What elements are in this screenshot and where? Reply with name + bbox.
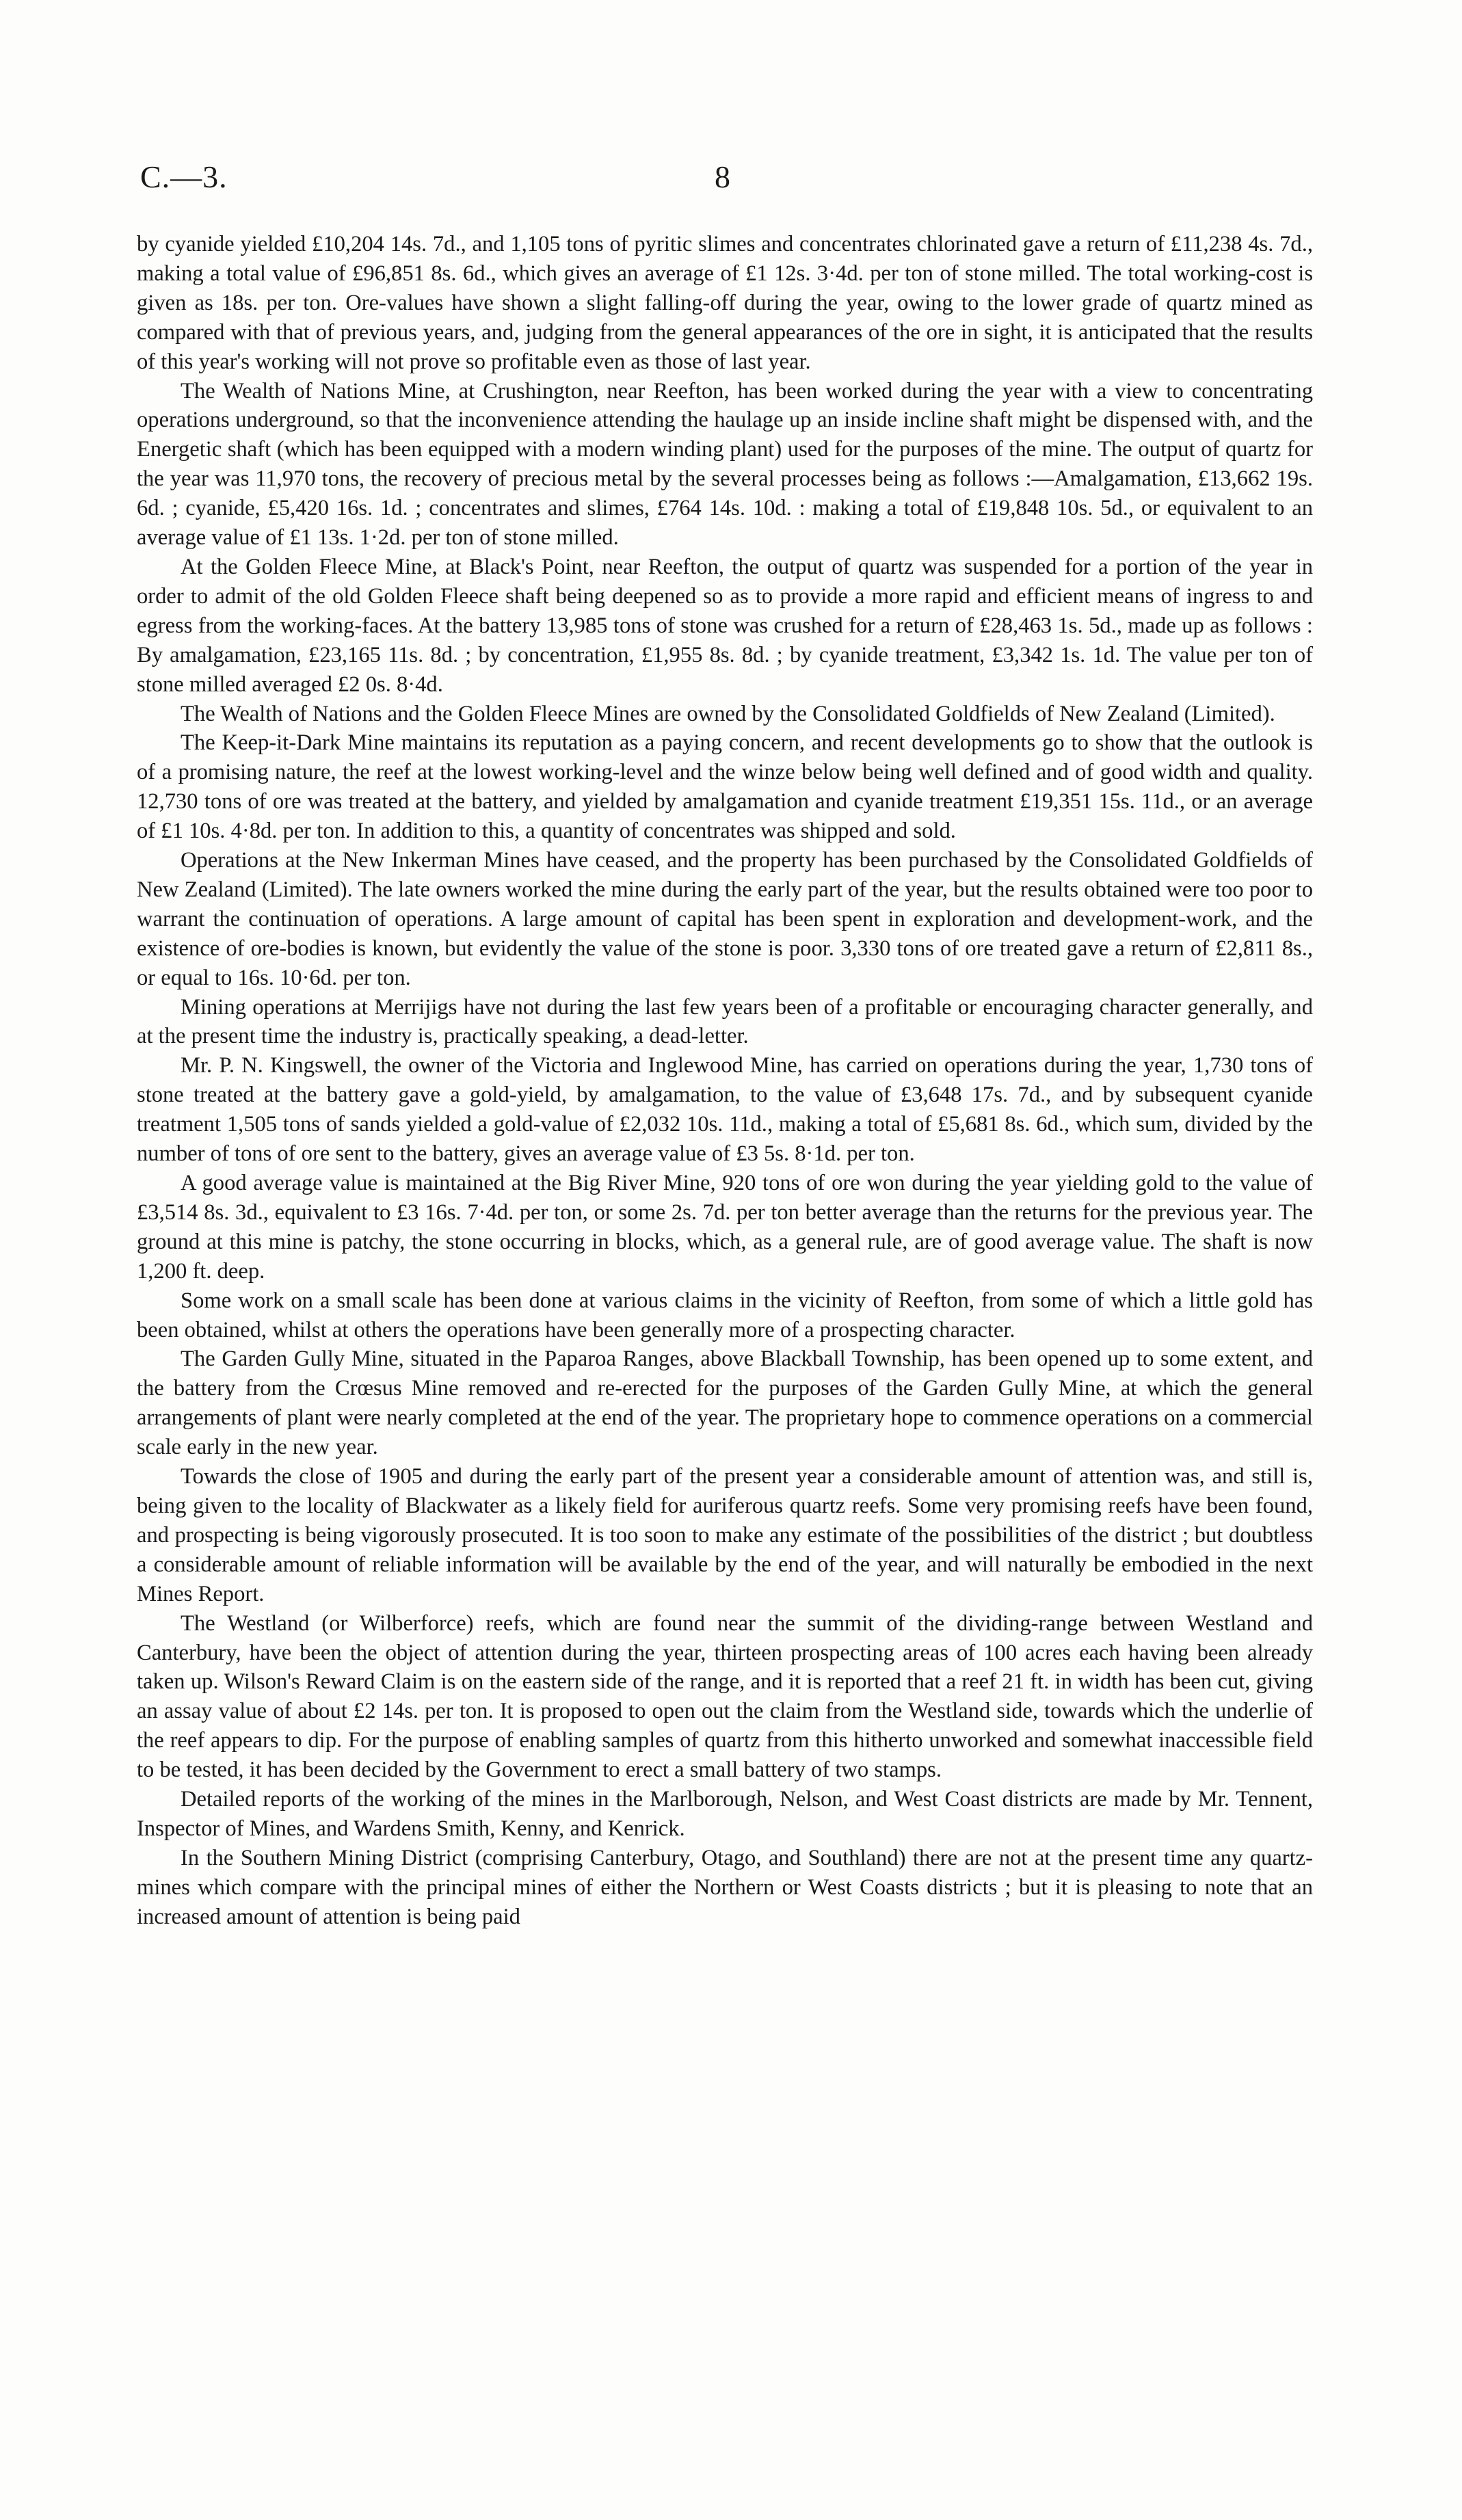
paragraph-garden-gully-mine: The Garden Gully Mine, situated in the Paparoa Ranges, above Blackball Township, has been opened up to some extent, and the battery from the Crœsus Mine removed and re-erected for the purposes of the Garden Gully Mine, at which the general arrangements of plant were nearly completed at the end of the year. The proprietary hope to commence operations on a commercial scale early in the new year.: [137, 1347, 1313, 1460]
paragraph-golden-fleece-mine: At the Golden Fleece Mine, at Black's Point, near Reefton, the output of quartz was suspended for a portion of the year in order to admit of the old Golden Fleece shaft being deepened so as to provide a more rapid and efficient means of ingress to and egress from the working-faces. At the battery 13,985 tons of stone was crushed for a return of £28,463 1s. 5d., made up as follows : By amalgamation, £23,165 11s. 8d. ; by concentration, £1,955 8s. 8d. ; by cyanide treatment, £3,342 1s. 1d. The value per ton of stone milled averaged £2 0s. 8·4d.: [137, 554, 1313, 697]
paragraph-wealth-of-nations-mine: The Wealth of Nations Mine, at Crushington, near Reefton, has been worked during the year with a view to concentrating operations underground, so that the inconvenience attending the haulage up an inside incline shaft might be dispensed with, and the Energetic shaft (which has been equipped with a modern winding plant) used for the purposes of the mine. The output of quartz for the year was 11,970 tons, the recovery of precious metal by the several processes being as follows :—Amalgamation, £13,662 19s. 6d. ; cyanide, £5,420 16s. 1d. ; concentrates and slimes, £764 14s. 10d. : making a total of £19,848 10s. 5d., or equivalent to an average value of £1 13s. 1·2d. per ton of stone milled.: [137, 378, 1313, 551]
page-number: 8: [715, 159, 730, 194]
paragraph-mine-ownership: The Wealth of Nations and the Golden Fleece Mines are owned by the Consolidated Goldfields of New Zealand (Limited).: [181, 701, 1275, 726]
paragraph-big-river-mine: A good average value is maintained at the Big River Mine, 920 tons of ore won during the year yielding gold to the value of £3,514 8s. 3d., equivalent to £3 16s. 7·4d. per ton, or some 2s. 7d. per ton better average than the returns for the previous year. The ground at this mine is patchy, the stone occurring in blocks, which, as a general rule, are of good average value. The shaft is now 1,200 ft. deep.: [137, 1171, 1313, 1284]
paragraph-reefton-claims: Some work on a small scale has been done at various claims in the vicinity of Reefton, from some of which a little gold has been obtained, whilst at others the operations have been generally more of a prospecting character.: [137, 1288, 1313, 1342]
paragraph-new-inkerman-mines: Operations at the New Inkerman Mines have ceased, and the property has been purchased by the Consolidated Goldfields of New Zealand (Limited). The late owners worked the mine during the early part of the year, but the results obtained were too poor to warrant the continuation of operations. A large amount of capital has been spent in exploration and development-work, and the existence of ore-bodies is known, but evidently the value of the stone is poor. 3,330 tons of ore treated gave a return of £2,811 8s., or equal to 16s. 10·6d. per ton.: [137, 848, 1313, 990]
paragraph-continued-cyanide-returns: by cyanide yielded £10,204 14s. 7d., and 1,105 tons of pyritic slimes and concentrates chlorinated gave a return of £11,238 4s. 7d., making a total value of £96,851 8s. 6d., which gives an average of £1 12s. 3·4d. per ton of stone milled. The total working-cost is given as 18s. per ton. Ore-values have shown a slight falling-off during the year, owing to the lower grade of quartz mined as compared with that of previous years, and, judging from the general appearances of the ore in sight, it is anticipated that the results of this year's working will not prove so profitable even as those of last year.: [137, 232, 1313, 374]
paragraph-keep-it-dark-mine: The Keep-it-Dark Mine maintains its reputation as a paying concern, and recent developments go to show that the outlook is of a promising nature, the reef at the lowest working-level and the winze below being well defined and of good width and quality. 12,730 tons of ore was treated at the battery, and yielded by amalgamation and cyanide treatment £19,351 15s. 11d., or an average of £1 10s. 4·8d. per ton. In addition to this, a quantity of concentrates was shipped and sold.: [137, 730, 1313, 844]
paragraph-westland-reefs: The Westland (or Wilberforce) reefs, which are found near the summit of the dividing-range between Westland and Canterbury, have been the object of attention during the year, thirteen prospecting areas of 100 acres each having been already taken up. Wilson's Reward Claim is on the eastern side of the range, and it is reported that a reef 21 ft. in width has been cut, giving an assay value of about £2 14s. per ton. It is proposed to open out the claim from the Westland side, towards which the underlie of the reef appears to dip. For the purpose of enabling samples of quartz from this hitherto unworked and somewhat inaccessible field to be tested, it has been decided by the Government to erect a small battery of two stamps.: [137, 1610, 1313, 1783]
paragraph-detailed-reports: Detailed reports of the working of the mines in the Marlborough, Nelson, and West Coast districts are made by Mr. Tennent, Inspector of Mines, and Wardens Smith, Kenny, and Kenrick.: [137, 1787, 1313, 1841]
paragraph-blackwater: Towards the close of 1905 and during the early part of the present year a considerable amount of attention was, and still is, being given to the locality of Blackwater as a likely field for auriferous quartz reefs. Some very promising reefs have been found, and prospecting is being vigorously prosecuted. It is too soon to make any estimate of the possibilities of the district ; but doubtless a considerable amount of reliable information will be available by the end of the year, and will naturally be embodied in the next Mines Report.: [137, 1464, 1313, 1606]
paragraph-southern-mining-district: In the Southern Mining District (comprising Canterbury, Otago, and Southland) there are not at the present time any quartz-mines which compare with the principal mines of either the Northern or West Coasts districts ; but it is pleasing to note that an increased amount of attention is being paid: [137, 1845, 1313, 1929]
paragraph-merrijigs: Mining operations at Merrijigs have not during the last few years been of a profitable or encouraging character generally, and at the present time the industry is, practically speaking, a dead-letter.: [137, 994, 1313, 1049]
page-header: [140, 159, 1316, 207]
document-reference: C.—3.: [140, 159, 228, 194]
paragraph-victoria-inglewood-mine: Mr. P. N. Kingswell, the owner of the Victoria and Inglewood Mine, has carried on operations during the year, 1,730 tons of stone treated at the battery gave a gold-yield, by amalgamation, to the value of £3,648 17s. 7d., and by subsequent cyanide treatment 1,505 tons of sands yielded a gold-value of £2,032 10s. 11d., making a total of £5,681 8s. 6d., which sum, divided by the number of tons of ore sent to the battery, gives an average value of £3 5s. 8·1d. per ton.: [137, 1053, 1313, 1167]
body-text: [137, 230, 1313, 1932]
